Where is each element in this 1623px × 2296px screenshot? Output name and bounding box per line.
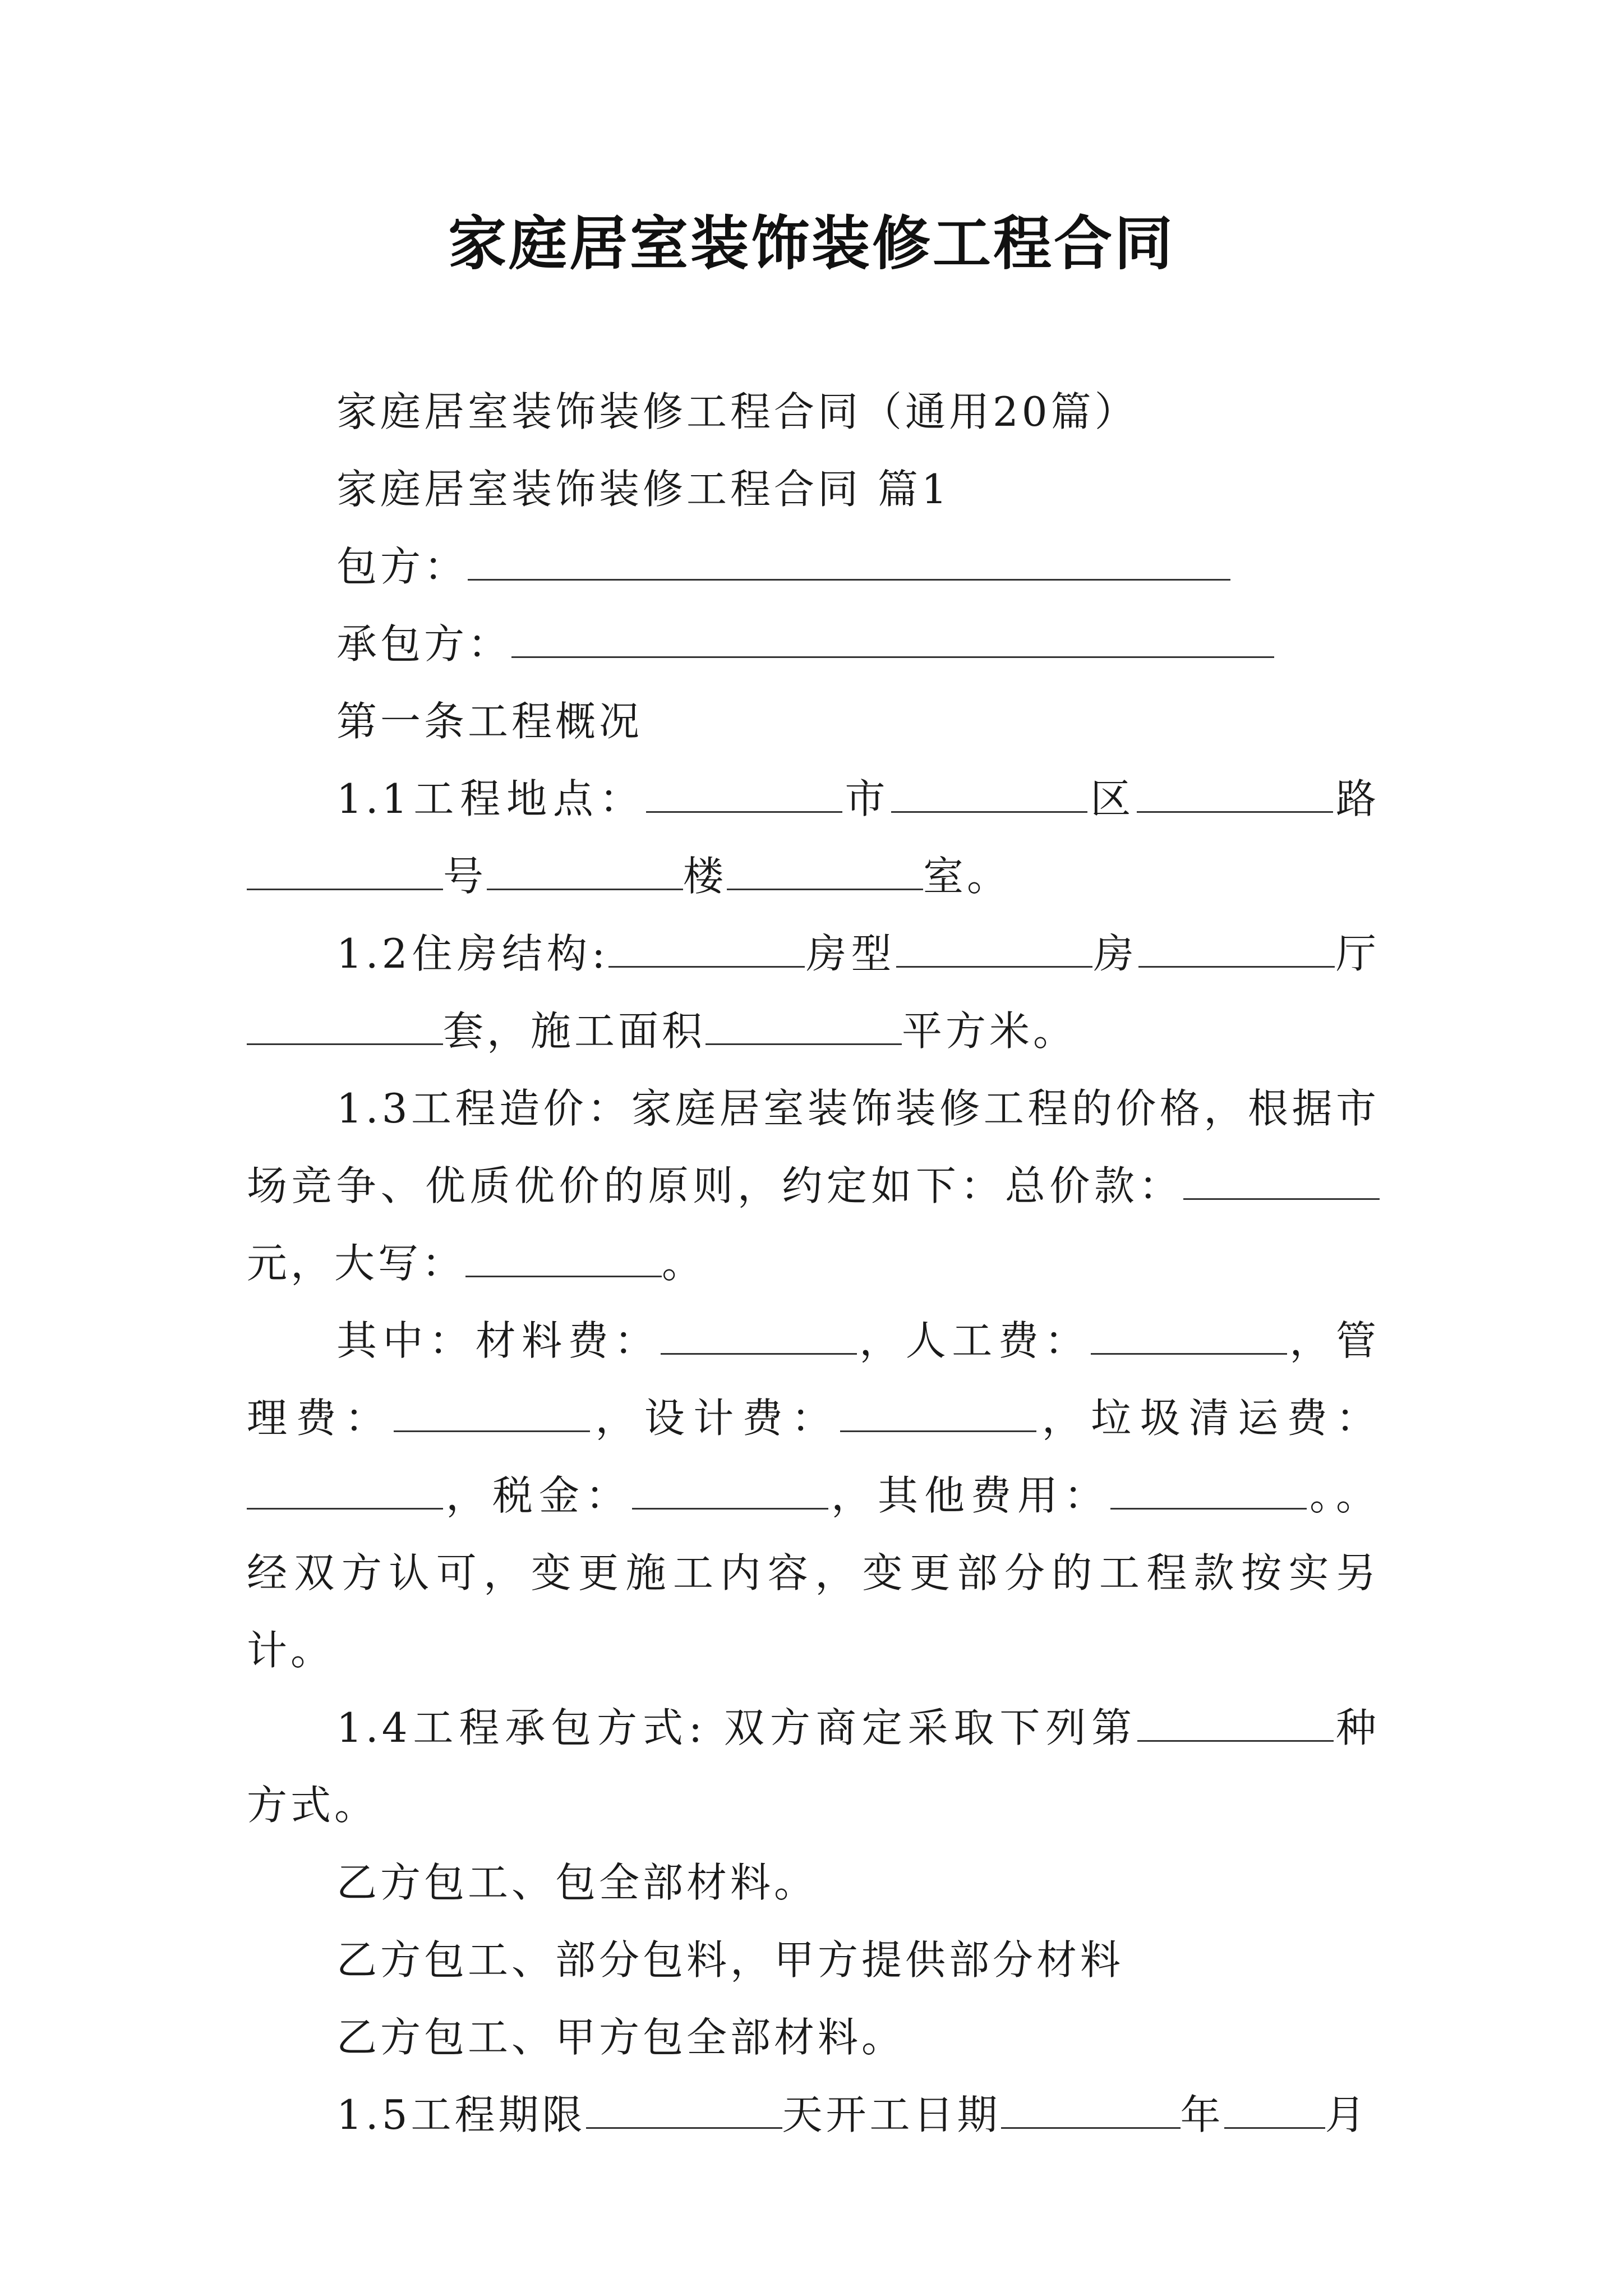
- section-1-3-end: 。: [662, 1240, 706, 1287]
- subtitle: 家庭居室装饰装修工程合同（通用20篇）: [336, 388, 1138, 435]
- blank-number: [247, 849, 443, 890]
- section-1-5: [247, 2076, 1380, 2154]
- blank-method: [1137, 1701, 1334, 1742]
- blank-management-fee: [394, 1391, 590, 1432]
- blank-days: [586, 2088, 782, 2129]
- article-1-heading: 第一条工程概况: [336, 698, 643, 745]
- blank-structure: [608, 927, 805, 968]
- blank-building: [487, 849, 683, 890]
- party-a-line: [247, 528, 1380, 605]
- month-label: 月: [1325, 2091, 1369, 2138]
- room-label: 室。: [923, 853, 1011, 900]
- blank-total-price: [1183, 1159, 1380, 1200]
- number-label: 号: [443, 853, 487, 900]
- management-fee-label: ，管理费：: [247, 1317, 1380, 1442]
- section-1-3-text: 1.3工程造价：家庭居室装饰装修工程的价格，根据市场竞争、优质优价的原则，约定如下：总价款：: [247, 1085, 1380, 1209]
- building-label: 楼: [683, 853, 727, 900]
- document-title: 家庭居室装饰装修工程合同: [448, 209, 1175, 278]
- blank-month: [1224, 2088, 1325, 2129]
- blank-room: [727, 849, 923, 890]
- blank-units: [247, 1004, 443, 1045]
- rooms-label: 房: [1092, 930, 1138, 977]
- garbage-fee-label: ，垃圾清运费：: [1036, 1395, 1380, 1442]
- blank-tax: [632, 1469, 828, 1510]
- party-a-label: 包方：: [336, 543, 468, 590]
- blank-other-fee: [1110, 1469, 1307, 1510]
- part-heading: 家庭居室装饰装修工程合同 篇1: [336, 466, 951, 513]
- blank-design-fee: [840, 1391, 1036, 1432]
- party-a-blank: [468, 540, 1230, 581]
- blank-rooms: [896, 927, 1092, 968]
- section-1-5-label: 1.5工程期限: [336, 2091, 586, 2138]
- section-1-4-label: 1.4工程承包方式: 双方商定采取下列第: [336, 1704, 1138, 1751]
- section-1-1: [247, 760, 1380, 915]
- section-1-2-label: 1.2住房结构:: [336, 930, 609, 977]
- blank-year: [1001, 2088, 1181, 2129]
- fees-paragraph: [247, 1302, 1380, 1689]
- blank-material-fee: [661, 1314, 857, 1355]
- year-label: 年: [1180, 2091, 1224, 2138]
- section-1-4-end: 种方式。: [247, 1704, 1380, 1829]
- party-b-blank: [511, 617, 1274, 658]
- blank-garbage-fee: [247, 1469, 443, 1510]
- blank-district: [891, 772, 1087, 813]
- units-label: 套，施工面积: [443, 1007, 706, 1055]
- yuan-label: 元，大写：: [247, 1240, 466, 1287]
- material-fee-label: 其中：材料费：: [336, 1317, 661, 1364]
- blank-road: [1137, 772, 1333, 813]
- fees-tail: 。。经双方认可，变更施工内容，变更部分的工程款按实另计。: [247, 1472, 1380, 1674]
- option-item: 乙方包工、包全部材料。: [336, 1859, 818, 1906]
- option-item: 乙方包工、甲方包全部材料。: [336, 2014, 906, 2061]
- blank-city: [646, 772, 842, 813]
- area-unit-label: 平方米。: [902, 1007, 1077, 1055]
- party-b-label: 承包方：: [336, 620, 512, 668]
- section-1-4: [247, 1689, 1380, 1844]
- district-label: 区: [1087, 775, 1137, 822]
- option-item: 乙方包工、部分包料，甲方提供部分材料: [336, 1936, 1124, 1984]
- start-date-label: 天开工日期: [782, 2091, 1001, 2138]
- labor-fee-label: ，人工费：: [856, 1317, 1091, 1364]
- section-1-1-label: 1.1工程地点：: [336, 775, 646, 822]
- road-label: 路: [1333, 775, 1380, 822]
- city-label: 市: [842, 775, 892, 822]
- section-1-2: [247, 915, 1380, 1070]
- blank-labor-fee: [1091, 1314, 1287, 1355]
- party-b-line: [247, 605, 1380, 683]
- document-body: [247, 373, 1380, 2154]
- blank-halls: [1138, 927, 1335, 968]
- section-1-3: [247, 1070, 1380, 1302]
- other-fee-label: ，其他费用：: [828, 1472, 1110, 1519]
- layout-label: 房型: [805, 930, 896, 977]
- design-fee-label: ，设计费：: [590, 1395, 841, 1442]
- blank-price-words: [465, 1236, 662, 1277]
- halls-label: 厅: [1334, 930, 1380, 977]
- tax-label: ，税金：: [443, 1472, 632, 1519]
- blank-area: [706, 1004, 902, 1045]
